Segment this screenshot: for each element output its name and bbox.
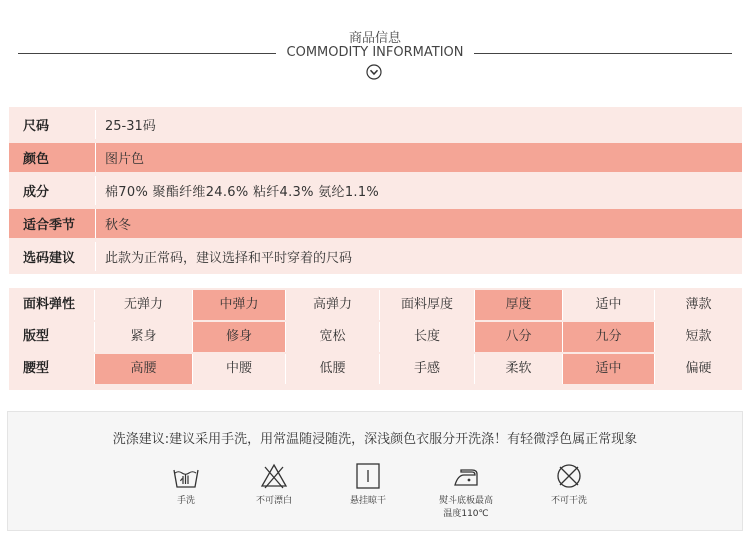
attr-option-selected: 八分 xyxy=(475,322,563,352)
care-label: 温度110℃ xyxy=(443,509,489,519)
attr-label-hand-feel: 手感 xyxy=(380,354,475,384)
info-row-size xyxy=(9,110,742,139)
info-value: 此款为正常码，建议选择和平时穿着的尺码 xyxy=(105,251,353,266)
info-label: 适合季节 xyxy=(23,218,76,233)
attribute-grid xyxy=(9,288,742,390)
no-dry-clean-icon xyxy=(555,462,583,490)
grid-row xyxy=(9,290,742,320)
title-rule-right xyxy=(474,53,732,54)
care-instructions xyxy=(7,411,743,531)
section-title-en: COMMODITY INFORMATION xyxy=(286,45,464,60)
chevron-down-icon xyxy=(366,64,382,80)
hang-dry-icon xyxy=(354,462,382,490)
attr-option-selected: 九分 xyxy=(563,322,655,352)
attr-label-elasticity: 面料弹性 xyxy=(9,290,95,320)
care-label: 熨斗底板最高 xyxy=(438,496,493,506)
title-rule-left xyxy=(18,53,276,54)
info-label: 成分 xyxy=(23,185,50,200)
info-value: 秋冬 xyxy=(105,218,132,233)
care-advice: 洗涤建议:建议采用手洗，用常温随浸随洗，深浅颜色衣服分开洗涤！有轻微浮色属正常现象 xyxy=(112,432,638,447)
info-value: 图片色 xyxy=(105,152,145,167)
info-value: 棉70% 聚酯纤维24.6% 粘纤4.3% 氨纶1.1% xyxy=(105,185,380,200)
attr-option: 低腰 xyxy=(286,354,380,384)
attr-option: 偏硬 xyxy=(685,361,712,376)
attr-option: 柔软 xyxy=(475,354,563,384)
info-value: 25-31码 xyxy=(105,119,156,134)
attr-option: 无弹力 xyxy=(95,290,193,320)
attr-label-waist: 腰型 xyxy=(9,354,95,384)
attr-option-selected: 高腰 xyxy=(95,354,193,384)
attr-label-length: 长度 xyxy=(380,322,475,352)
info-row-composition xyxy=(9,176,742,205)
attr-option: 薄款 xyxy=(685,297,712,312)
info-label: 颜色 xyxy=(23,152,50,167)
attr-label-thickness: 面料厚度 xyxy=(380,290,475,320)
care-label: 不可干洗 xyxy=(550,496,587,506)
attr-option: 短款 xyxy=(685,329,712,344)
attr-option-selected: 厚度 xyxy=(475,290,563,320)
hand-wash-icon xyxy=(172,462,200,490)
info-label: 选码建议 xyxy=(23,251,76,266)
info-row-season xyxy=(9,209,742,238)
no-bleach-icon xyxy=(260,462,288,490)
product-info-table xyxy=(9,107,742,274)
grid-row xyxy=(9,322,742,352)
info-label: 尺码 xyxy=(23,119,50,134)
iron-icon xyxy=(452,462,480,490)
attr-option: 适中 xyxy=(563,290,655,320)
attr-option-selected: 修身 xyxy=(193,322,286,352)
info-row-color xyxy=(9,143,742,172)
attr-option: 高弹力 xyxy=(286,290,380,320)
info-row-size-advice xyxy=(9,242,742,271)
attr-option: 宽松 xyxy=(286,322,380,352)
attr-option: 中腰 xyxy=(193,354,286,384)
attr-option-selected: 中弹力 xyxy=(193,290,286,320)
care-label: 不可漂白 xyxy=(255,496,292,506)
attr-label-fit: 版型 xyxy=(9,322,95,352)
care-label: 悬挂晾干 xyxy=(349,496,386,506)
section-title-cn: 商品信息 xyxy=(348,31,401,46)
grid-row xyxy=(9,354,742,384)
attr-option: 紧身 xyxy=(95,322,193,352)
care-label: 手洗 xyxy=(176,496,195,506)
attr-option-selected: 适中 xyxy=(563,354,655,384)
